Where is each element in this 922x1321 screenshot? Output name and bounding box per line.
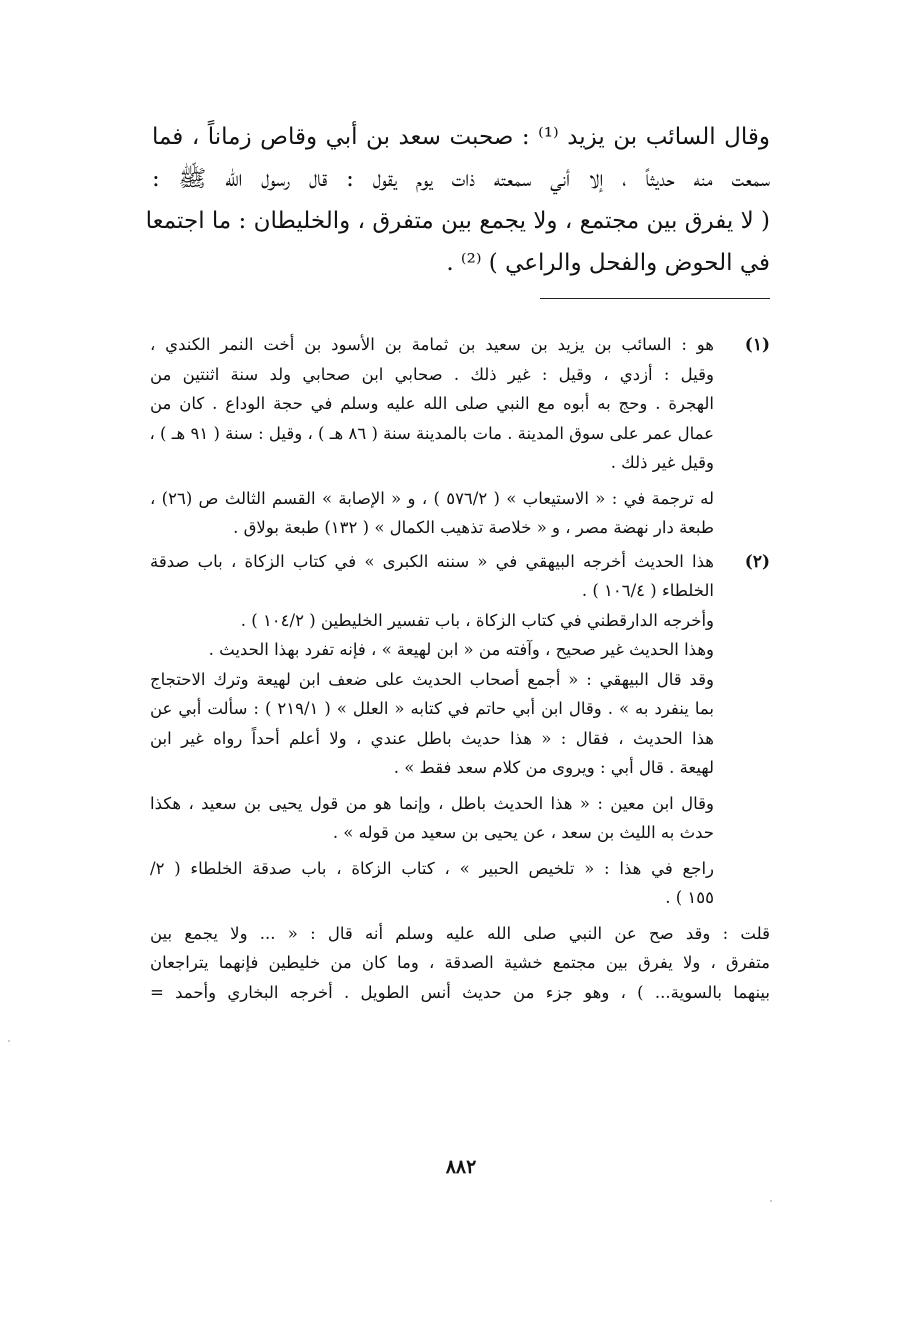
footnote-1 xyxy=(150,330,770,543)
footnote-line: عمال عمر على سوق المدينة . مات بالمدينة سنة ( ٨٦ هـ ) ، وقيل : سنة ( ٩١ هـ ) ، xyxy=(149,423,714,443)
footnote-paragraph xyxy=(150,547,714,606)
scan-speck xyxy=(770,1200,772,1202)
scan-speck xyxy=(8,1040,10,1042)
footnote-line: طبعة دار نهضة مصر ، و « خلاصة تذهيب الكمال » ( ١٣٢) طبعة بولاق . xyxy=(233,518,714,537)
main-text-line: وقال السائب بن يزيد ⁽¹⁾ : صحبت سعد بن أبي وقاص زماناً ، فما xyxy=(152,124,770,150)
page-number: ٨٨٢ xyxy=(445,1156,477,1178)
footnote-paragraph xyxy=(150,665,714,783)
footnote-paragraph xyxy=(150,854,714,913)
footnote-paragraph xyxy=(150,330,714,478)
footnote-line: لهيعة . قال أبي : ويروى من كلام سعد فقط » . xyxy=(393,758,714,777)
footnote-paragraph xyxy=(150,789,714,848)
footnote-line: ١٥٥ ) . xyxy=(665,888,714,907)
footnote-line: وقيل : أزدي ، وقيل : غير ذلك . صحابي ابن صحابي ولد سنة اثنتين من xyxy=(150,364,714,384)
main-text-line: سمعت منه حديثاً ، إلا أني سمعته ذات يوم يقول : قال رسول الله ﷺ : xyxy=(152,166,770,192)
footnote-line: وقد قال البيهقي : « أجمع أصحاب الحديث على ضعف ابن لهيعة وترك الاحتجاج xyxy=(150,669,714,689)
footnote-line: وهذا الحديث غير صحيح ، وآفته من « ابن لهيعة » ، فإنه تفرد بهذا الحديث . xyxy=(208,640,714,659)
footnote-line: حدث به الليث بن سعد ، عن يحيى بن سعيد من قوله » . xyxy=(332,823,714,842)
footnote-line: له ترجمة في : « الاستيعاب » ( ٥٧٦/٢ ) ، و « الإصابة » القسم الثالث ص (٢٦) ، xyxy=(150,488,714,508)
footnote-line: هذا الحديث ، فقال : « هذا حديث باطل عندي ، ولا أعلم أحداً رواه غير ابن xyxy=(150,728,714,748)
footnotes xyxy=(150,330,770,1007)
footnote-2 xyxy=(150,547,770,913)
footnote-line: وقال ابن معين : « هذا الحديث باطل ، وإنما هو من قول يحيى بن سعيد ، هكذا xyxy=(150,793,714,813)
footnote-paragraph xyxy=(150,606,714,636)
footnote-separator xyxy=(540,298,770,299)
closing-note-line: بينهما بالسوية... ) ، وهو جزء من حديث أنس الطويل . أخرجه البخاري وأحمد = xyxy=(150,982,770,1002)
closing-note-line: متفرق ، ولا يفرق بين مجتمع خشية الصدقة ، وما كان من خليطين فإنهما يتراجعان xyxy=(150,953,770,972)
footnote-line: بما ينفرد به » . وقال ابن أبي حاتم في كتابه « العلل » ( ٢١٩/١ ) : سألت أبي عن xyxy=(150,699,714,718)
main-text-line: في الحوض والفحل والراعي ) ⁽²⁾ . xyxy=(446,250,770,276)
footnote-line: هو : السائب بن يزيد بن سعيد بن ثمامة بن الأسود بن أخت النمر الكندي ، xyxy=(150,335,714,354)
main-text xyxy=(145,116,770,284)
closing-note-line: قلت : وقد صح عن النبي صلى الله عليه وسلم أنه قال : « ... ولا يجمع بين xyxy=(150,923,770,943)
footnote-paragraph xyxy=(150,635,714,665)
footnote-line: هذا الحديث أخرجه البيهقي في « سننه الكبرى » في كتاب الزكاة ، باب صدقة xyxy=(150,551,714,571)
main-text-line: ( لا يفرق بين مجتمع ، ولا يجمع بين متفرق ، والخليطان : ما اجتمعا xyxy=(145,208,770,234)
footnote-line: الهجرة . وحج به أبوه مع النبي صلى الله عليه وسلم في حجة الوداع . كان من xyxy=(150,394,714,413)
footnote-line: وأخرجه الدارقطني في كتاب الزكاة ، باب تفسير الخليطين ( ١٠٤/٢ ) . xyxy=(240,610,714,630)
footnote-line: راجع في هذا : « تلخيص الحبير » ، كتاب الزكاة ، باب صدقة الخلطاء ( ٢/ xyxy=(150,858,714,878)
footnote-line: وقيل غير ذلك . xyxy=(610,453,714,472)
closing-note xyxy=(150,919,770,1008)
footnote-number: (١) xyxy=(744,335,770,355)
footnote-number: (٢) xyxy=(744,551,770,572)
footnote-line: الخلطاء ( ١٠٦/٤ ) . xyxy=(581,581,714,600)
footnote-paragraph xyxy=(150,484,714,543)
